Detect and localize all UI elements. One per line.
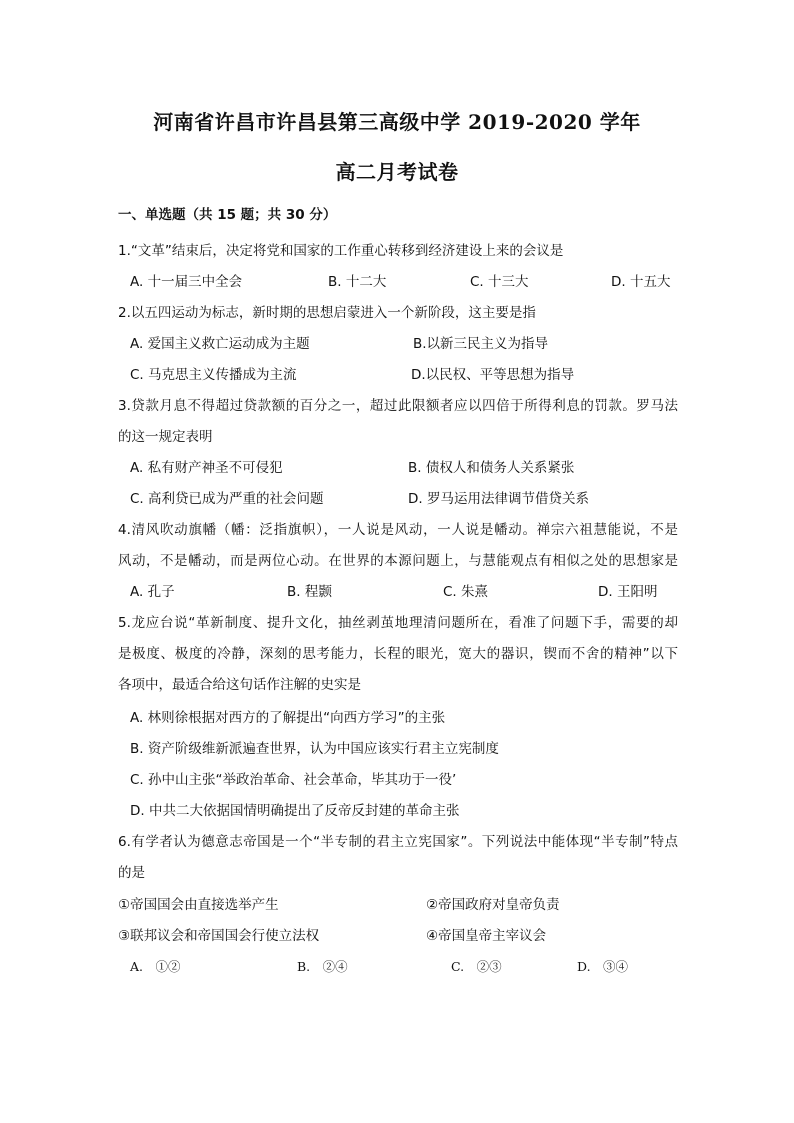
exam-title-line1: 河南省许昌市许昌县第三高级中学 2019-2020 学年: [153, 110, 641, 134]
question-2-option-a: A. 爱国主义救亡运动成为主题: [130, 336, 310, 352]
question-1-option-b: B. 十二大: [328, 274, 387, 290]
question-4-stem-line1: 4.清风吹动旗幡（幡：泛指旗帜），一人说是风动，一人说是幡动。禅宗六祖慧能说，不是: [118, 522, 678, 538]
question-5-stem-line1: 5.龙应台说“革新制度、提升文化，抽丝剥茧地理清问题所在，看准了问题下手，需要的却: [118, 615, 678, 631]
question-6-stem-line2: 的是: [118, 865, 145, 881]
question-3-option-a: A. 私有财产神圣不可侵犯: [130, 460, 283, 476]
question-6-statement-3: ③联邦议会和帝国国会行使立法权: [118, 928, 320, 944]
question-3-option-b: B. 债权人和债务人关系紧张: [408, 460, 575, 476]
question-3-option-d: D. 罗马运用法律调节借贷关系: [408, 491, 589, 507]
question-1-stem: 1.“文革”结束后，决定将党和国家的工作重心转移到经济建设上来的会议是: [118, 243, 564, 259]
question-2-stem: 2.以五四运动为标志，新时期的思想启蒙进入一个新阶段，这主要是指: [118, 305, 536, 321]
question-4-option-c: C. 朱熹: [443, 584, 489, 600]
question-6-statement-2: ②帝国政府对皇帝负责: [426, 897, 560, 913]
question-2-option-b: B.以新三民主义为指导: [413, 336, 549, 352]
question-6-option-c: C. ②③: [451, 959, 502, 974]
question-6-option-a: A. ①②: [130, 959, 181, 974]
question-4-option-d: D. 王阳明: [598, 584, 658, 600]
question-2-option-d: D.以民权、平等思想为指导: [411, 367, 575, 383]
question-4-option-a: A. 孔子: [130, 584, 175, 600]
section-heading: 一、单选题（共 15 题；共 30 分）: [118, 207, 337, 223]
question-1-option-d: D. 十五大: [611, 274, 671, 290]
question-1-option-a: A. 十一届三中全会: [130, 274, 243, 290]
question-5-option-d: D. 中共二大依据国情明确提出了反帝反封建的革命主张: [130, 803, 460, 819]
question-5-stem-line2: 是极度、极度的冷静，深刻的思考能力，长程的眼光，宽大的器识，锲而不舍的精神”以下: [118, 646, 678, 662]
question-6-statement-1: ①帝国国会由直接选举产生: [118, 897, 279, 913]
question-6-option-b: B. ②④: [297, 959, 348, 974]
question-1-option-c: C. 十三大: [470, 274, 529, 290]
question-2-option-c: C. 马克思主义传播成为主流: [130, 367, 297, 383]
question-6-option-d: D. ③④: [577, 959, 629, 974]
question-3-stem-line1: 3.贷款月息不得超过贷款额的百分之一，超过此限额者应以四倍于所得利息的罚款。罗马法: [118, 398, 678, 414]
question-3-stem-line2: 的这一规定表明: [118, 429, 213, 445]
question-5-option-b: B. 资产阶级维新派遍查世界，认为中国应该实行君主立宪制度: [130, 741, 499, 757]
question-6-statement-4: ④帝国皇帝主宰议会: [426, 928, 547, 944]
question-3-option-c: C. 高利贷已成为严重的社会问题: [130, 491, 324, 507]
exam-title-line2: 高二月考试卷: [335, 160, 459, 184]
question-4-option-b: B. 程颢: [287, 584, 332, 600]
question-4-stem-line2: 风动，不是幡动，而是两位心动。在世界的本源问题上，与慧能观点有相似之处的思想家是: [118, 553, 678, 569]
question-5-option-a: A. 林则徐根据对西方的了解提出“向西方学习”的主张: [130, 710, 446, 726]
question-5-option-c: C. 孙中山主张“举政治革命、社会革命，毕其功于一役’: [130, 772, 457, 788]
question-5-stem-line3: 各项中，最适合给这句话作注解的史实是: [118, 677, 361, 693]
question-6-stem-line1: 6.有学者认为德意志帝国是一个“半专制的君主立宪国家”。下列说法中能体现“半专制”特点: [118, 834, 678, 850]
